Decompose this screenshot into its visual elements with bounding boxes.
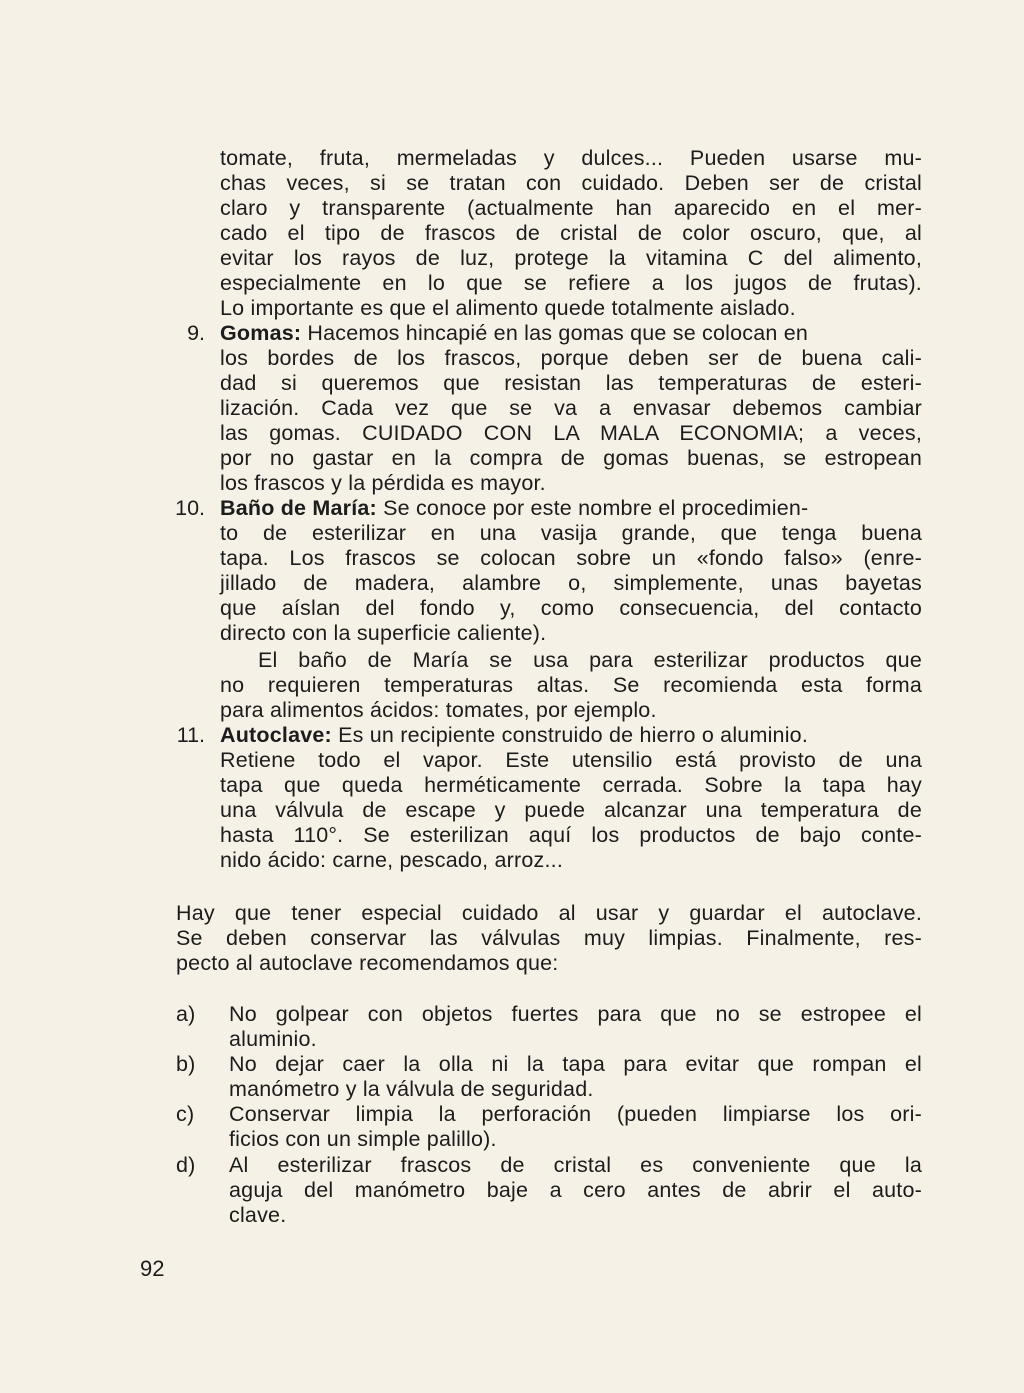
list-label: c) [176, 1102, 195, 1126]
item-term: Autoclave: [220, 723, 332, 747]
item-text: Es un recipiente construido de hierro o aluminio. [331, 723, 809, 747]
text-line: Conservar limpia la perforación (pueden limpiarse los ori- [229, 1102, 922, 1126]
text-line: Retiene todo el vapor. Este utensilio está provisto de una [220, 748, 922, 772]
text-line: que aíslan del fondo y, como consecuencia, del contacto [220, 596, 922, 620]
text-line: nido ácido: carne, pescado, arroz... [220, 848, 564, 872]
item-text: Hacemos hincapié en las gomas que se colocan en [301, 321, 809, 345]
text-line [220, 723, 922, 748]
page-number: 92 [140, 1256, 165, 1281]
text-line: directo con la superficie caliente). [220, 621, 547, 645]
item-number: 10. [175, 496, 205, 520]
list-label: a) [176, 1002, 196, 1026]
item-term: Baño de María: [220, 496, 377, 520]
text-line: chas veces, si se tratan con cuidado. Deben ser de cristal [220, 171, 922, 195]
item-term: Gomas: [220, 321, 302, 345]
text-line: clave. [229, 1203, 287, 1227]
text-line [220, 496, 922, 521]
text-line: El baño de María se usa para esterilizar productos que [258, 648, 922, 672]
text-line: dad si queremos que resistan las temperaturas de esteri- [220, 371, 922, 395]
text-line: to de esterilizar en una vasija grande, que tenga buena [220, 521, 922, 545]
text-line: aguja del manómetro baje a cero antes de abrir el auto- [229, 1178, 922, 1202]
list-label: d) [176, 1153, 196, 1177]
text-line: tomate, fruta, mermeladas y dulces... Pueden usarse mu- [220, 146, 922, 170]
text-line: Hay que tener especial cuidado al usar y guardar el autoclave. [176, 901, 922, 925]
text-line: para alimentos ácidos: tomates, por ejemplo. [220, 698, 657, 722]
text-line: jillado de madera, alambre o, simplemente, unas bayetas [220, 571, 922, 595]
text-line: cado el tipo de frascos de cristal de color oscuro, que, al [220, 221, 922, 245]
text-line: tapa que queda herméticamente cerrada. Sobre la tapa hay [220, 773, 922, 797]
text-line: una válvula de escape y puede alcanzar una temperatura de [220, 798, 922, 822]
text-line: no requieren temperaturas altas. Se recomienda esta forma [220, 673, 922, 697]
text-line: claro y transparente (actualmente han aparecido en el mer- [220, 196, 922, 220]
text-line: lización. Cada vez que se va a envasar debemos cambiar [220, 396, 922, 420]
text-line: los bordes de los frascos, porque deben ser de buena cali- [220, 346, 922, 370]
item-text: Se conoce por este nombre el procedimien- [376, 496, 809, 520]
text-line: las gomas. CUIDADO CON LA MALA ECONOMIA; a veces, [220, 421, 922, 445]
text-line: especialmente en lo que se refiere a los jugos de frutas). [220, 271, 922, 295]
text-line: aluminio. [229, 1027, 317, 1051]
text-line: hasta 110°. Se esterilizan aquí los productos de bajo conte- [220, 823, 922, 847]
text-line: No golpear con objetos fuertes para que no se estropee el [229, 1002, 922, 1026]
text-line: ficios con un simple palillo). [229, 1127, 497, 1151]
text-line [220, 321, 922, 346]
text-line: los frascos y la pérdida es mayor. [220, 471, 546, 495]
text-line: manómetro y la válvula de seguridad. [229, 1077, 594, 1101]
text-line: tapa. Los frascos se colocan sobre un «fondo falso» (enre- [220, 546, 922, 570]
text-line: evitar los rayos de luz, protege la vitamina C del alimento, [220, 246, 922, 270]
list-label: b) [176, 1052, 196, 1076]
item-number: 9. [187, 321, 205, 345]
item-number: 11. [176, 723, 205, 747]
text-line: Lo importante es que el alimento quede totalmente aislado. [220, 296, 796, 320]
text-line: Se deben conservar las válvulas muy limpias. Finalmente, res- [176, 926, 922, 950]
text-line: No dejar caer la olla ni la tapa para evitar que rompan el [229, 1052, 922, 1076]
text-line: por no gastar en la compra de gomas buenas, se estropean [220, 446, 922, 470]
text-line: pecto al autoclave recomendamos que: [176, 951, 559, 975]
text-line: Al esterilizar frascos de cristal es conveniente que la [229, 1153, 922, 1177]
